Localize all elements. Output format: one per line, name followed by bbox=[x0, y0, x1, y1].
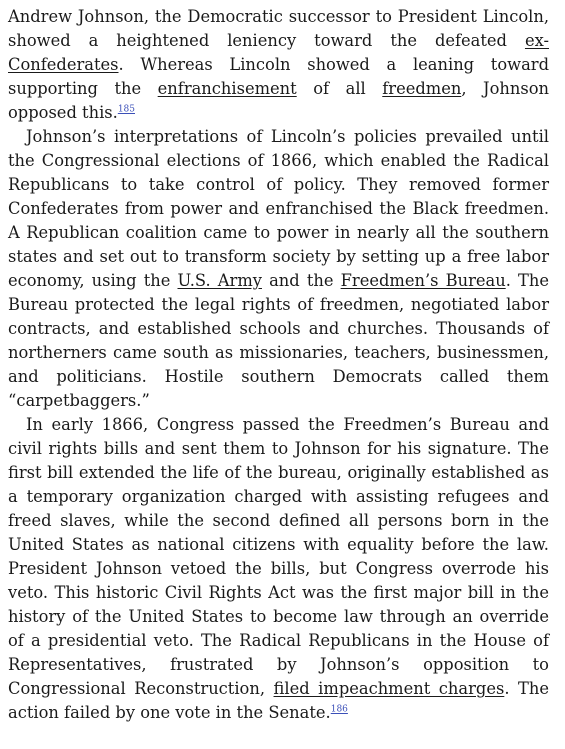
footnote-link-186[interactable]: 186 bbox=[330, 704, 348, 715]
text-run: Johnson’s interpretations of Lincoln’s policies prevailed until the Congressional elections of 1866, which enabled the Radical Republicans to take control of policy. They removed former Confederates from power and enfranchised the Black freedmen. A Republican coalition came to power in nearly all the southern states and set out to transform society by setting up a free labor economy, using the bbox=[8, 127, 549, 290]
link-ex-confederates[interactable]: ex-Confederates bbox=[8, 31, 549, 74]
link-enfranchisement[interactable]: enfranchisement bbox=[157, 79, 297, 98]
link-us-army[interactable]: U.S. Army bbox=[177, 271, 262, 290]
link-freedmen[interactable]: freedmen bbox=[382, 79, 462, 98]
text-run: . Whereas Lincoln showed a leaning toward supporting the bbox=[8, 55, 549, 98]
link-freedmens-bureau[interactable]: Freedmen’s Bureau bbox=[340, 271, 506, 290]
text-run: In early 1866, Congress passed the Freedmen’s Bureau and civil rights bills and sent them to Johnson for his signature. The first bill extended the life of the bureau, originally established as a temporary organization charged with assisting refugees and freed slaves, while the second defined all persons born in the United States as national citizens with equality before the law. President Johnson vetoed the bills, but Congress overrode his veto. This historic Civil Rights Act was the first major bill in the history of the United States to become law through an override of a presidential veto. The Radical Republicans in the House of Representatives, frustrated by Johnson’s opposition to Congressional Reconstruction, bbox=[8, 415, 549, 698]
text-run: Andrew Johnson, the Democratic successor to President Lincoln, showed a heightened leniency toward the defeated bbox=[8, 7, 549, 50]
text-run: of all bbox=[296, 79, 383, 98]
paragraph-radical-republicans bbox=[8, 125, 549, 413]
text-run: and the bbox=[261, 271, 341, 290]
text-run: . The Bureau protected the legal rights of freedmen, negotiated labor contracts, and established schools and churches. Thousands of northerners came south as missionaries, teachers, businessmen, and politicians. Hostile southern Democrats called them “carpetbaggers.” bbox=[8, 271, 549, 410]
link-filed-impeachment-charges[interactable]: filed impeachment charges bbox=[273, 679, 505, 698]
footnote-ref-186 bbox=[331, 705, 348, 715]
paragraph-civil-rights-act bbox=[8, 413, 549, 725]
footnote-link-185[interactable]: 185 bbox=[117, 104, 135, 115]
text-run: , Johnson opposed this. bbox=[8, 79, 549, 122]
footnote-ref-185 bbox=[118, 105, 135, 115]
paragraph-johnson-leniency bbox=[8, 5, 549, 125]
text-run: . The action failed by one vote in the Senate. bbox=[8, 679, 549, 722]
